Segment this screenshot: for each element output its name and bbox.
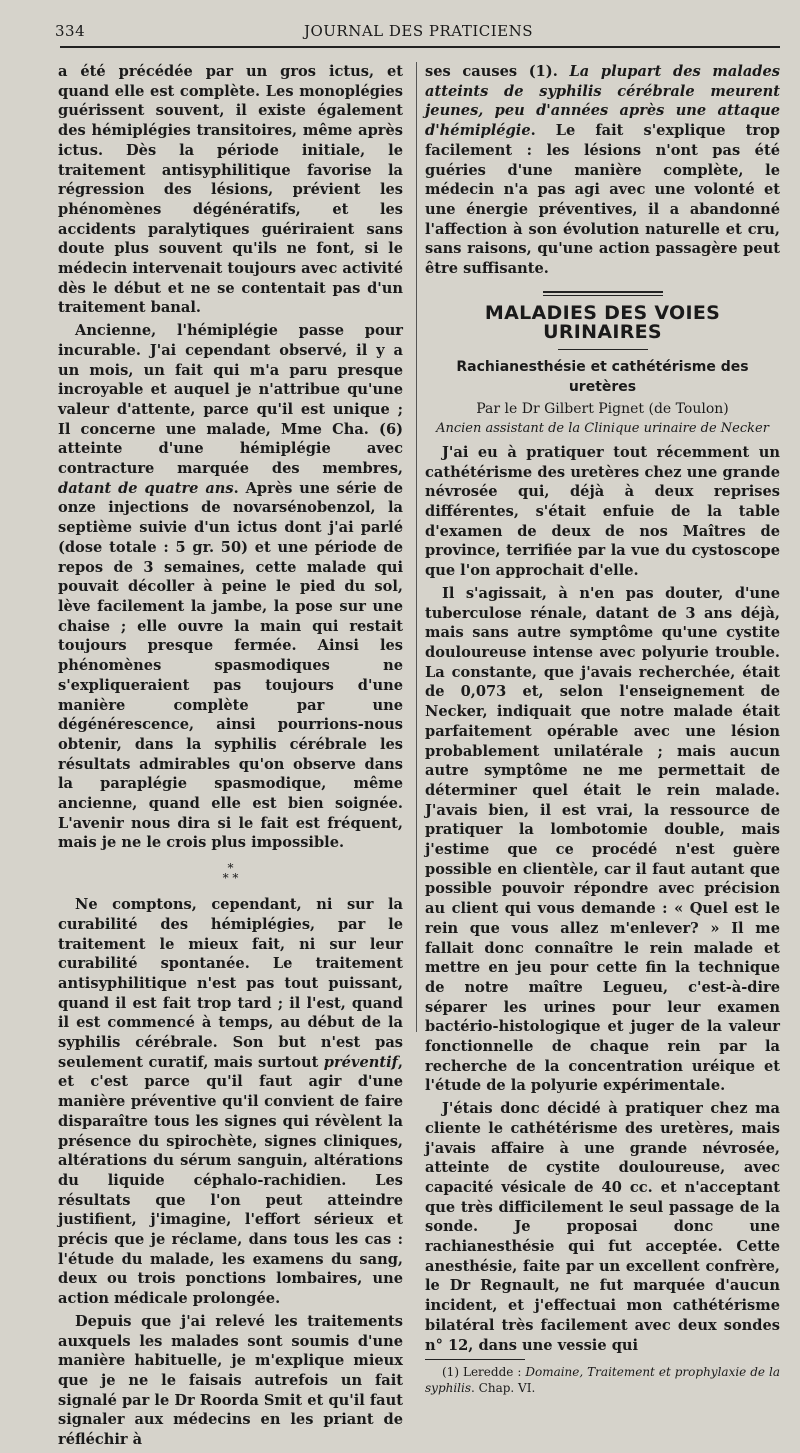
left-column [58,62,403,1453]
paragraph: Il s'agissait, à n'en pas douter, d'une tuberculose rénale, datant de 3 ans déjà, mais sans autre symptôme qu'une cystite douloureuse intense avec polyurie trouble. La constante, que j'avais recherchée, était de 0,073 et, selon l'enseignement de Necker, indiquait que notre malade était parfaitement opérable avec une lésion probablement unilatérale ; mais aucun autre symptôme ne me permettait de déterminer quel était le rein malade. J'avais bien, il est vrai, la ressource de pratiquer la lombotomie double, mais j'estime que ce procédé n'est guère possible en clientèle, car il faut autant que possible pouvoir répondre avec précision au client qui vous demande : « Quel est le rein que vous allez m'enlever? » Il me fallait donc connaître le rein malade et mettre en jeu pour cette fin la technique de notre maître Legueu, c'est-à-dire séparer les urines pour leur examen bactério-histologique et juger de la valeur fonctionnelle de chaque rein par la recherche de la concentration uréique et l'étude de la polyurie expérimentale. [425,584,780,1095]
footnote-rule [425,1359,525,1360]
right-column [425,62,780,1399]
section-rule [543,295,663,296]
journal-title: JOURNAL DES PRATICIENS [303,22,534,40]
paragraph: Ancienne, l'hémiplégie passe pour incurable. J'ai cependant observé, il y a un mois, un fait qui m'a paru presque incroyable et auquel je n'attribue qu'une valeur d'attente, parce qu'il est unique ; Il concerne une malade, Mme Cha. (6) atteinte d'une hémiplégie avec contracture marquée des membres, datant de quatre ans. Après une série de onze injections de novarsénobenzol, la septième suivie d'un ictus dont j'ai parlé (dose totale : 5 gr. 50) et une période de repos de 3 semaines, cette malade qui pouvait décoller à peine le pied du sol, lève facilement la jambe, la pose sur une chaise ; elle ouvre la main qui restait toujours presque fermée. Ainsi les phénomènes spasmodiques ne s'expliqueraient pas toujours d'une manière complète par une dégénérescence, ainsi pourrions-nous obtenir, dans la syphilis cérébrale les résultats admirables qu'on observe dans la paraplégie spasmodique, même ancienne, quand elle est bien soignée. L'avenir nous dira si le fait est fréquent, mais je ne le crois plus impossible. [58,322,403,852]
section-title: MALADIES DES VOIES URINAIRES [484,301,721,344]
running-header [55,18,782,44]
column-divider [416,62,417,1032]
author-byline: Par le Dr Gilbert Pignet (de Toulon) [476,400,729,417]
paragraph: a été précédée par un gros ictus, et quand elle est complète. Les monoplégies guérissent souvent, il existe également des hémiplégies transitoires, même après ictus. Dès la période initiale, le traitement antisyphilitique favorise la régression des lésions, prévient les phénomènes dégénératifs, et les accidents paralytiques guériraient sans doute plus souvent qu'ils ne font, si le médecin intervenait toujours avec activité dès le début et ne se contentait pas d'un traitement banal. [58,63,403,317]
header-rule [60,46,780,48]
author-affiliation: Ancien assistant de la Clinique urinaire de Necker [436,421,769,437]
section-break-asterisks: * * * [222,861,239,886]
paragraph: J'étais donc décidé à pratiquer chez ma cliente le cathétérisme des uretères, mais j'avais affaire à une grande névrosée, atteinte de cystite douloureuse, avec capacité vésicale de 40 cc. et n'acceptant que très difficilement le seul passage de la sonde. Je proposai donc une rachianesthésie qui fut acceptée. Cette anesthésie, faite par un excellent confrère, le Dr Regnault, ne fut marquée d'aucun incident, et j'effectuai mon cathétérisme bilatéral très facilement avec deux sondes n° 12, dans une vessie qui [425,1100,780,1354]
paragraph: ses causes (1). La plupart des malades atteints de syphilis cérébrale meurent jeunes, peu d'années après une attaque d'hémiplégie. Le fait s'explique trop facilement : les lésions n'ont pas été guéries d'une manière complète, le médecin n'a pas agi avec une volonté et une énergie préventives, il a abandonné l'affection à son évolution naturelle et cru, sans raisons, qu'une action passagère peut être suffisante. [425,63,780,278]
section-rule [543,291,663,293]
article-title: Rachianesthésie et cathétérisme des uretères [456,359,749,395]
paragraph: Ne comptons, cependant, ni sur la curabilité des hémiplégies, par le traitement le mieux fait, ni sur leur curabilité spontanée. Le traitement antisyphilitique n'est pas tout puissant, quand il est fait trop tard ; il l'est, quand il est commencé à temps, au début de la syphilis cérébrale. Son but n'est pas seulement curatif, mais surtout préventif, et c'est parce qu'il faut agir d'une manière préventive qu'il convient de faire disparaître tous les signes qui révèlent la présence du spirochète, signes cliniques, altérations du sérum sanguin, altérations du liquide céphalo-rachidien. Les résultats que l'on peut atteindre justifient, j'imagine, l'effort sérieux et précis que je réclame, dans tous les cas : l'étude du malade, les examens du sang, deux ou trois ponctions lombaires, une action médicale prolongée. [58,896,403,1308]
footnote: (1) Leredde : Domaine, Traitement et prophylaxie de la syphilis. Chap. VI. [425,1365,780,1396]
paragraph: J'ai eu à pratiquer tout récemment un cathétérisme des uretères chez une grande névrosée qui, déjà à deux reprises différentes, s'était enfuie de la table d'examen de deux de nos Maîtres de province, terrifiée par la vue du cystoscope que l'on approchait d'elle. [425,443,780,580]
page-number: 334 [55,22,86,40]
paragraph: Depuis que j'ai relevé les traitements auxquels les malades sont soumis d'une manière habituelle, je m'explique mieux que je ne le faisais autrefois un fait signalé par le Dr Roorda Smit et qu'il faut signaler aux médecins en les priant de réfléchir à [58,1312,403,1449]
section-rule [558,349,648,350]
